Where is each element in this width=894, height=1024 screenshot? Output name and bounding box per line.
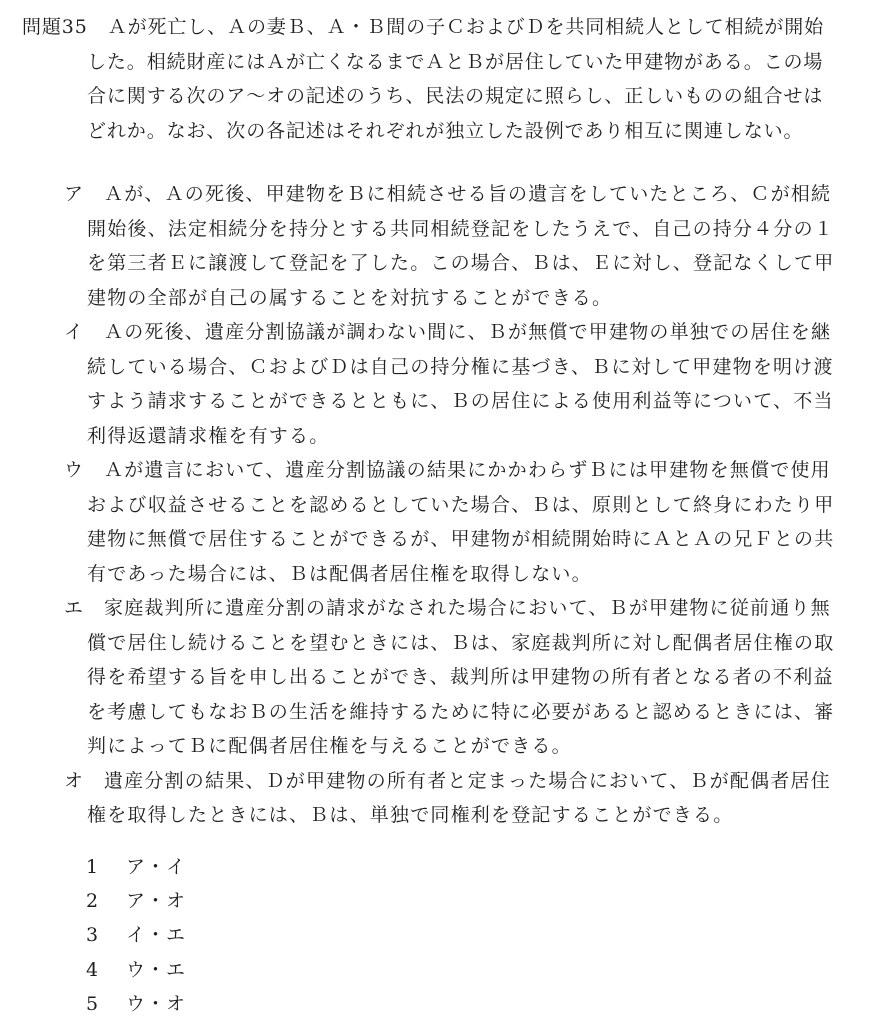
choice-5[interactable] [86, 987, 186, 1021]
statement-line: 開始後、法定相続分を持分とする共同相続登記をしたうえで、自己の持分４分の１ [87, 217, 835, 240]
choice-number: 3 [86, 924, 99, 947]
statement-line: を第三者Ｅに譲渡して登記を了した。この場合、Ｂは、Ｅに対し、登記なくして甲 [87, 252, 835, 274]
choice-answer: イ・エ [126, 924, 187, 947]
statement-line: 有であった場合には、Ｂは配偶者居住権を取得しない。 [87, 562, 592, 585]
statement-list [64, 177, 864, 833]
statement-label: オ [64, 769, 85, 792]
choice-number: 5 [86, 992, 99, 1015]
statement-u [64, 453, 864, 591]
question-line: 合に関する次のア〜オの記述のうち、民法の規定に照らし、正しいものの組合せは [87, 85, 824, 107]
statement-e [64, 591, 864, 764]
statement-label: ウ [64, 459, 85, 481]
statement-label: ア [64, 183, 85, 205]
choice-2[interactable] [86, 884, 186, 918]
statement-line: 権を取得したときには、Ｂは、単独で同権利を登記することができる。 [87, 804, 734, 826]
choice-4[interactable] [86, 953, 186, 987]
statement-line: 得を希望する旨を申し出ることができ、裁判所は甲建物の所有者となる者の不利益 [87, 666, 834, 688]
statement-line: および収益させることを認めるとしていた場合、Ｂは、原則として終身にわたり甲 [87, 493, 835, 516]
question-line: 問題35 Ａが死亡し、Ａの妻Ｂ、Ａ・Ｂ間の子ＣおよびＤを共同相続人として相続が開始 [22, 16, 825, 38]
choice-3[interactable] [86, 918, 186, 952]
choice-1[interactable] [86, 850, 186, 884]
choice-number: 1 [86, 856, 99, 878]
statement-line: Ａが遺言において、遺産分割協議の結果にかかわらずＢには甲建物を無償で使用 [104, 459, 831, 481]
statement-line: Ａが、Ａの死後、甲建物をＢに相続させる旨の遺言をしていたところ、Ｃが相続 [104, 183, 832, 205]
statement-line: 利得返還請求権を有する。 [87, 424, 330, 447]
statement-label: イ [64, 321, 85, 343]
statement-line: Ａの死後、遺産分割協議が調わない間に、Ｂが無償で甲建物の単独での居住を継 [104, 321, 832, 343]
question-line: どれか。なお、次の各記述はそれぞれが独立した設例であり相互に関連しない。 [87, 119, 804, 142]
statement-line: を考慮してもなおＢの生活を維持するために特に必要があると認めるときには、審 [87, 700, 835, 723]
statement-line: 判によってＢに配偶者居住権を与えることができる。 [87, 735, 572, 757]
question-line: した。相続財産にはＡが亡くなるまでＡとＢが居住していた甲建物がある。この場 [87, 50, 824, 73]
choice-number: 2 [86, 890, 99, 913]
choice-answer: ア・オ [126, 890, 187, 913]
statement-line: すよう請求することができるとともに、Ｂの居住による使用利益等について、不当 [87, 390, 834, 412]
question-stem [22, 10, 862, 148]
choice-number: 4 [86, 958, 99, 981]
statement-line: 償で居住し続けることを望むときには、Ｂは、家庭裁判所に対し配偶者居住権の取 [87, 631, 835, 654]
statement-line: 遺産分割の結果、Ｄが甲建物の所有者と定まった場合において、Ｂが配偶者居住 [104, 769, 831, 792]
statement-line: 家庭裁判所に遺産分割の請求がなされた場合において、Ｂが甲建物に従前通り無 [104, 597, 831, 619]
statement-a [64, 177, 864, 315]
statement-line: 建物の全部が自己の属することを対抗することができる。 [87, 286, 613, 309]
statement-line: 続している場合、ＣおよびＤは自己の持分権に基づき、Ｂに対して甲建物を明け渡 [87, 355, 834, 378]
answer-choices [86, 850, 186, 1021]
statement-label: エ [64, 597, 85, 619]
statement-line: 建物に無償で居住することができるが、甲建物が相続開始時にＡとＡの兄Ｆとの共 [87, 528, 835, 550]
choice-answer: ウ・エ [126, 958, 187, 981]
choice-answer: ア・イ [126, 856, 187, 878]
statement-o [64, 764, 864, 833]
choice-answer: ウ・オ [126, 992, 187, 1015]
statement-i [64, 315, 864, 453]
